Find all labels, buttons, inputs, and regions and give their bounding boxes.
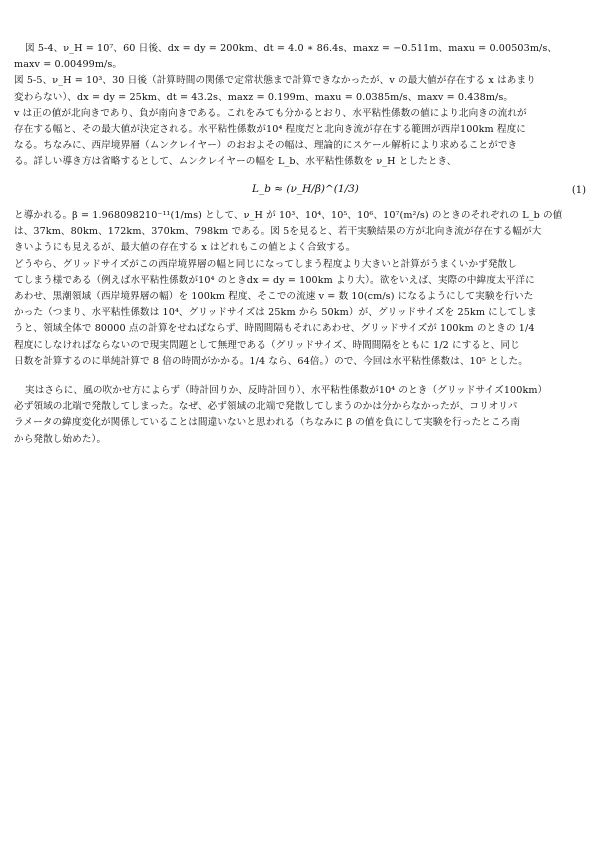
text-line: maxv = 0.00499m/s。 [14, 59, 123, 71]
text-line: あわせ、黒潮領域（西岸境界層の幅）を 100km 程度、そこでの流速 v = 数 10(cm/s) になるようにして実験を行いた [14, 291, 534, 303]
text-line: うと、領域全体で 80000 点の計算をせねばならず、時間間隔もそれにあわせ、グリッドサイズが 100km のときの 1/4 [14, 323, 535, 335]
text-line: かった（つまり、水平粘性係数は 10⁴、グリッドサイズは 25km から 50km）が、グリッドサイズを 25km にしてしま [14, 307, 537, 319]
text-line: てしまう様である（例えば水平粘性係数が10⁴ のときdx = dy = 100km より大）。欲をいえば、実際の中緯度太平洋に [14, 274, 535, 286]
text-line: と導かれる。β = 1.968098210⁻¹¹(1/ms) として、ν_H が 10³、10⁴、10⁵、10⁶、10⁷(m²/s) のときのそれぞれの L_b の値 [14, 210, 563, 221]
paragraph-discussion [14, 208, 584, 370]
equation-row [14, 181, 586, 201]
text-line: 実はさらに、風の吹かせ方によらず（時計回りか、反時計回り）、水平粘性係数が10⁴ のとき（グリッドサイズ100km） [25, 385, 548, 396]
equation-munk-layer-width: L_b ≈ (ν_H/β)^(1/3) [252, 183, 359, 195]
text-line: 変わらない）、dx = dy = 25km、dt = 43.2s、maxz = 0.199m、maxu = 0.0385m/s、maxv = 0.438m/s。 [14, 91, 514, 103]
text-line: 程度にしなければならないので現実問題として無理である（グリッドサイズ、時間間隔をともに 1/2 にすると、同じ [14, 339, 520, 351]
text-line: る。詳しい導き方は省略するとして、ムンクレイヤーの幅を L_b、水平粘性係数を ν_H としたとき、 [14, 156, 457, 168]
text-line: から発散し始めた）。 [14, 433, 107, 445]
text-line: 図 5-4、ν_H = 10⁷、60 日後、dx = dy = 200km、dt = 4.0 ∗ 86.4s、maxz = −0.511m、maxu = 0.00503m/s、 [25, 43, 558, 54]
equation-number: (1) [571, 185, 586, 196]
text-line: きいようにも見えるが、最大値の存在する x はどれもこの値とよく合致する。 [14, 242, 356, 254]
text-line: なる。ちなみに、西岸境界層（ムンクレイヤー）のおおよその幅は、理論的にスケール解析により求めることができ [14, 140, 518, 152]
text-line: 日数を計算するのに単純計算で 8 倍の時間がかかる。1/4 なら、64倍。）ので、今回は水平粘性係数は、10⁵ とした。 [14, 355, 528, 367]
text-line: 必ず領域の北端で発散してしまった。なぜ、必ず領域の北端で発散してしまうのかは分からなかったが、コリオリパ [14, 401, 518, 413]
paragraph-divergence [14, 383, 584, 448]
text-line: 存在する幅と、その最大値が決定される。水平粘性係数が10⁴ 程度だと北向き流が存在する範囲が西岸100km 程度に [14, 124, 526, 136]
text-line: 図 5-5、ν_H = 10³、30 日後（計算時間の関係で定常状態まで計算できなかったが、v の最大値が存在する x はあまり [14, 75, 536, 87]
text-line: ラメータの緯度変化が関係していることは間違いないと思われる（ちなみに β の値を負にして実験を行ったところ南 [14, 417, 521, 429]
text-line: どうやら、グリッドサイズがこの西岸境界層の幅と同じになってしまう程度より大きいと計算がうまくいかず発散し [14, 258, 517, 270]
paragraph-figure-results [14, 41, 584, 171]
text-line: は、37km、80km、172km、370km、798km である。図 5を見ると、若干実験結果の方が北向き流が存在する幅が大 [14, 226, 542, 238]
text-line: v は正の値が北向きであり、負が南向きである。これをみても分かるとおり、水平粘性係数の値により北向きの流れが [14, 107, 527, 119]
